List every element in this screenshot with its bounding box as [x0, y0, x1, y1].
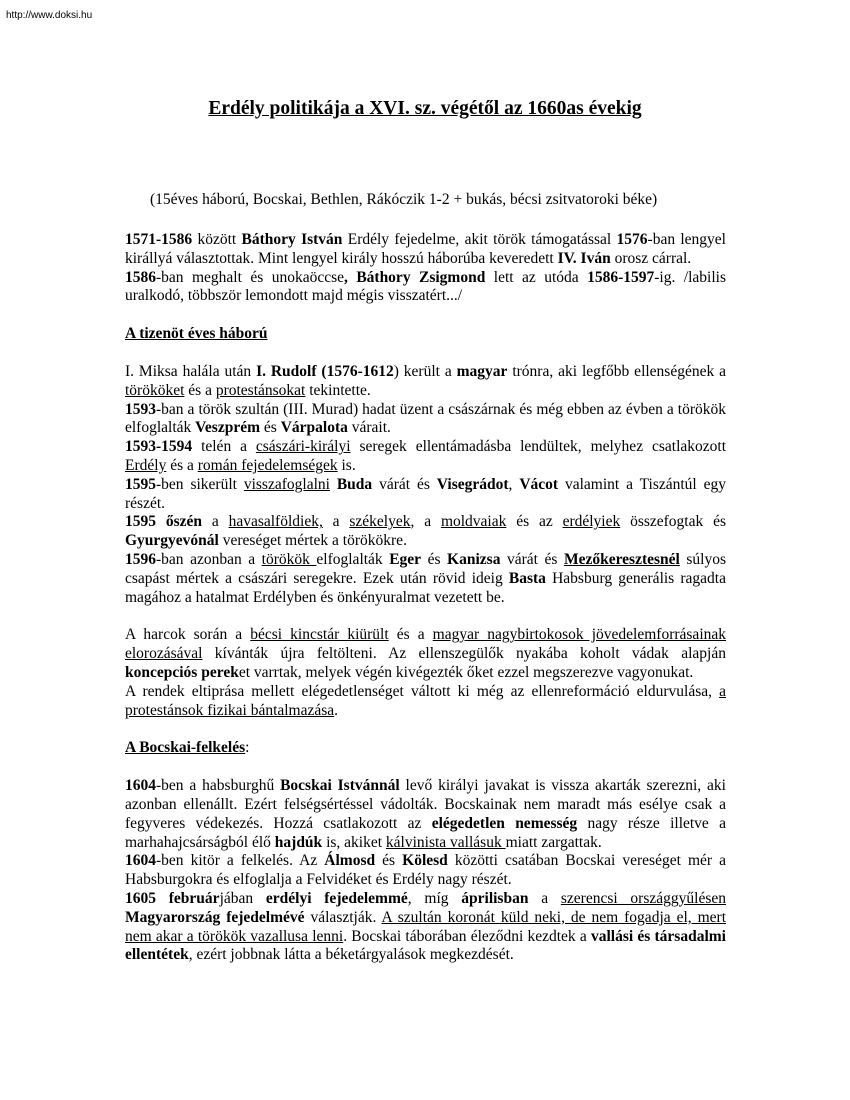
- paragraph-1593-1594: 1593-1594 telén a császári-királyi seregek ellentámadásba lendültek, melyhez csatlakozott Erdély és a román fejedelemségek is.: [125, 438, 726, 474]
- document-title: Erdély politikája a XVI. sz. végétől az 1660as évekig: [208, 98, 642, 119]
- paragraph-rudolf: I. Miksa halála után I. Rudolf (1576-1612) került a magyar trónra, aki legfőbb ellenségének a törököket és a protestánsokat tekintette.: [125, 362, 727, 399]
- paragraph-1605: 1605 februárjában erdélyi fejedelemmé, míg áprilisban a szerencsi országgyűlésen Magyarország fejedelmévé választják. A szultán koronát küld neki, de nem fogadja el, mert nem akar a törökök vazallusa lenni. Bocskai táborában éleződni kezdtek a vallási és társadalmi ellentétek, ezért jobbnak látta a béketárgyalások megkezdését.: [125, 889, 726, 964]
- section-heading-bocskai-felkeles: A Bocskai-felkelés:: [125, 739, 250, 757]
- paragraph-1604-bocskai: 1604-ben a habsburghű Bocskai Istvánnál levő királyi javakat is vissza akarták szerezni, aki azonban ellenállt. Ezért felségsértéssel vádolták. Bocskainak nem maradt más esélye csak a fegyveres védekezés. Hozzá csatlakozott az elégedetlen nemesség nagy része illetve a marhahajcsárságból élő hajdúk is, akiket kálvinista vallásuk miatt zargattak.: [125, 777, 727, 851]
- document-body: [125, 231, 726, 965]
- paragraph-bathory-zsigmond: 1586-ban meghalt és unokaöccse, Báthory Zsigmond lett az utóda 1586-1597-ig. /labilis uralkodó, többször lemondott majd mégis visszatért.../: [125, 268, 726, 305]
- source-url[interactable]: http://www.doksi.hu: [6, 10, 93, 21]
- paragraph-1595: 1595-ben sikerült visszafoglalni Buda várát és Visegrádot, Vácot valamint a Tiszántúl egy részét.: [125, 475, 727, 512]
- paragraph-harcok-soran: A harcok során a bécsi kincstár kiürült és a magyar nagybirtokosok jövedelemforrásainak elorozásával kívánták újra feltölteni. Az ellenszegülők nyakába koholt vádak alapján koncepciós pereket varrtak, melyek végén kivégezték őket ezzel megszerezve vagyonukat.: [125, 626, 727, 681]
- paragraph-bathory-istvan: 1571-1586 között Báthory István Erdély fejedelme, akit török támogatással 1576-ban lengyel királlyá választottak. Mint lengyel király hosszú háborúba keveredett IV. Iván orosz cárral.: [125, 231, 726, 267]
- paragraph-1595-osz: 1595 őszén a havasalföldiek, a székelyek, a moldvaiak és az erdélyiek összefogtak és Gyurgyevónál vereséget mértek a törökökre.: [125, 513, 726, 550]
- section-heading-tizenot-eves-haboru: A tizenöt éves háború: [125, 325, 268, 343]
- paragraph-1596: 1596-ban azonban a törökök elfoglalták Eger és Kanizsa várát és Mezőkeresztesnél súlyos csapást mértek a császári seregekre. Ezek után rövid ideig Basta Habsburg generális ragadta magához a hatalmat Erdélyben és önkényuralmat vezetett be.: [125, 550, 727, 606]
- paragraph-1593: 1593-ban a török szultán (III. Murad) hadat üzent a császárnak és még ebben az évben a törökök elfoglalták Veszprém és Várpalota várait.: [125, 400, 726, 437]
- document-subtitle: (15éves háború, Bocskai, Bethlen, Rákóczik 1-2 + bukás, bécsi zsitvatoroki béke): [150, 191, 658, 208]
- paragraph-1604-felkeles: 1604-ben kitör a felkelés. Az Álmosd és Kölesd közötti csatában Bocskai vereséget mér a Habsburgokra és elfoglalja a Felvidéket és Erdély nagy részét.: [125, 852, 726, 889]
- paragraph-rendek-eltiprasa: A rendek eltiprása mellett elégedetlenséget váltott ki még az ellenreformáció eldurvulása, a protestánsok fizikai bántalmazása.: [125, 682, 726, 719]
